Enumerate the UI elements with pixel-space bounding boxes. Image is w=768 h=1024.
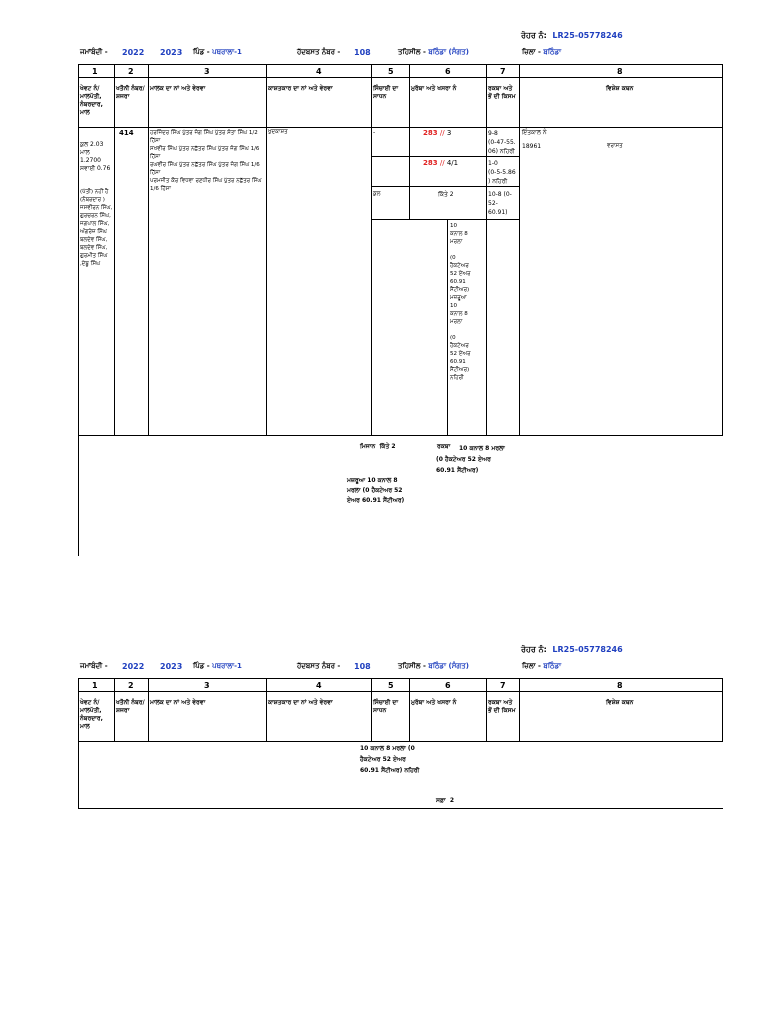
p2-total-area: 10 ਕਨਾਲ 8 ਮਰਲਾ (0 ਹੈਕਟੇਅਰ 52 ਏਅਰ 60.91 ਸੈਂਟੀਅਰ) ਨਹਿਰੀ xyxy=(360,745,420,774)
owner-entry: ਰਘਵੀਰ ਸਿੰਘ ਪੁੱਤਰ ਨਛੱਤਰ ਸਿੰਘ ਪੁੱਤਰ ਜੰਗ ਸਿੰਘ 1/6 ਹਿੱਸਾ xyxy=(150,162,260,176)
col-header-khatauni: ਖਤੌਨੀ ਨੰਬਰ/ ਸ਼ਜਰਾ xyxy=(116,85,145,100)
khasra-summary: 10 ਕਨਾਲ 8 ਮਰਲਾ (0 ਹੈਕਟੇਅਰ 52 ਏਅਰ 60.91 ਸੈਂਟੀਅਰ) ਮਜ਼ਰੂਆ 10 ਕਨਾਲ 8 ਮਰਲਾ (0 ਹੈਕਟੇਅਰ 52 ਏਅਰ 60.91 ਸੈਂਟੀਅਰ) ਨਹਿਰੀ xyxy=(450,223,471,381)
remarks-type: ਵਰਾਸਤ xyxy=(607,143,623,149)
area-entry-1: 9-8 (0-47-55. 06) ਨਹਿਰੀ xyxy=(488,130,516,155)
year-to-p2: 2023 xyxy=(160,662,183,671)
year-from-p2: 2022 xyxy=(122,662,145,671)
district-label-p2: ਜ਼ਿਲਾ - ਬਠਿੰਡਾ xyxy=(522,662,562,670)
cultivator-name: ਖੁਦਕਾਸ਼ਤ xyxy=(268,129,288,135)
p2-col-header-khasra: ਮੁਰੱਬਾ ਅਤੇ ਖਸਰਾ ਨੰ xyxy=(411,699,457,706)
village-label-p2: ਪਿੰਡ - ਪਥਰਾਲਾ-1 xyxy=(193,662,242,670)
col-num-4: 4 xyxy=(316,67,322,76)
p2-col-num-3: 3 xyxy=(204,681,210,690)
p2-col-num-7: 7 xyxy=(500,681,506,690)
hadbast-label: ਹੱਦਬਸਤ ਨੰਬਰ - xyxy=(297,48,341,56)
col-header-owner: ਮਾਲਕ ਦਾ ਨਾਂ ਅਤੇ ਵੇਰਵਾ xyxy=(150,85,206,92)
p2-col-num-2: 2 xyxy=(128,681,134,690)
killa-total: ਕਿੱਤੇ 2 xyxy=(438,191,454,198)
khasra-entry-2: 283 // 4/1 xyxy=(423,159,459,167)
hadbast-label-p2: ਹੱਦਬਸਤ ਨੰਬਰ - xyxy=(297,662,341,670)
col-header-area: ਰਕਬਾ ਅਤੇ ਭੋਂ ਦੀ ਕਿਸਮ xyxy=(488,85,516,100)
rakba-label: ਰਕਬਾ xyxy=(437,443,451,450)
khewat-numberdar: (ਪੱਤੀ) ਨਹੀਂ ਹੈ (ਨੰਬਰਦਾਰ ) ਜਸਵੀਰਨ ਸਿੰਘ, ਗੁਰਚਰਨ ਸਿੰਘ, ਜਗਪਾਲ ਸਿੰਘ, ਅੰਗਰੇਜ਼ ਸਿੰਘ ਬਲਦੇਵ ਸਿੰਘ, ਬਲਦੇਵ ਸਿੰਘ, ਗੁਰਮੀਤ ਸਿੰਘ ,ਦੇਬੂ ਸਿੰਘ xyxy=(80,189,113,267)
col-num-3: 3 xyxy=(204,67,210,76)
col-header-cultivator: ਕਾਸ਼ਤਕਾਰ ਦਾ ਨਾਂ ਅਤੇ ਵੇਰਵਾ xyxy=(268,85,333,92)
receipt-number-p2: ਰੋਹਰ ਨੰ: LR25-05778246 xyxy=(521,645,623,654)
remarks-label: ਇੰਤਕਾਲ ਨੰ xyxy=(522,129,547,136)
remarks-number: 18961 xyxy=(522,143,542,150)
rakba-total: 10 ਕਨਾਲ 8 ਮਰਲਾ xyxy=(459,445,505,452)
page-number: ਸਫ਼ਾ 2 xyxy=(436,797,455,804)
col-num-8: 8 xyxy=(617,67,623,76)
jamabandi-label: ਜਮਾਂਬੰਦੀ - xyxy=(80,48,108,56)
mazrua-total: ਮਜ਼ਰੂਆ 10 ਕਨਾਲ 8 ਮਰਲਾ (0 ਹੈਕਟੇਅਰ 52 ਏਅਰ 60.91 ਸੈਂਟੀਅਰ) xyxy=(347,477,405,504)
irrigation-total: ਕੁਲ xyxy=(373,191,381,197)
khewat-shares: ਕੁਲ 2.03 ਮਾਲ 1.2700 ਸਵਾਈ 0.76 xyxy=(80,141,111,172)
p2-col-num-1: 1 xyxy=(92,681,98,690)
p2-col-num-5: 5 xyxy=(388,681,394,690)
area-entry-2: 1-0 (0-5-5.86 ) ਨਹਿਰੀ xyxy=(488,160,516,185)
owner-entry: ਪਰਮਜੀਤ ਕੌਰ ਵਿਧਵਾ ਰਣਧੀਰ ਸਿੰਘ ਪੁੱਤਰ ਨਛੱਤਰ ਸਿੰਘ 1/6 ਹਿੱਸਾ xyxy=(150,178,262,192)
col-num-1: 1 xyxy=(92,67,98,76)
col-num-2: 2 xyxy=(128,67,134,76)
col-header-remarks: ਵਿਸ਼ੇਸ਼ ਕਥਨ xyxy=(606,85,634,92)
owner-list xyxy=(150,129,264,193)
area-total: 10-8 (0- 52- 60.91) xyxy=(488,191,512,216)
p2-col-header-irrigation: ਸਿੰਚਾਈ ਦਾ ਸਾਧਨ xyxy=(373,699,399,714)
col-num-6: 6 xyxy=(445,67,451,76)
tehsil-label: ਤਹਿਸੀਲ - ਬਠਿੰਡਾ (ਸੰਗਤ) xyxy=(398,48,469,56)
p2-col-header-area: ਰਕਬਾ ਅਤੇ ਭੋਂ ਦੀ ਕਿਸਮ xyxy=(488,699,516,714)
p2-col-num-8: 8 xyxy=(617,681,623,690)
col-header-khasra: ਮੁਰੱਬਾ ਅਤੇ ਖਸਰਾ ਨੰ xyxy=(411,85,457,92)
irrigation-dash: - xyxy=(373,129,376,136)
year-from: 2022 xyxy=(122,48,145,57)
col-num-5: 5 xyxy=(388,67,394,76)
khatauni-number: 414 xyxy=(119,129,134,137)
p2-col-num-4: 4 xyxy=(316,681,322,690)
p2-col-header-remarks: ਵਿਸ਼ੇਸ਼ ਕਥਨ xyxy=(606,699,634,706)
khasra-entry-1: 283 // 3 xyxy=(423,129,452,137)
miza-total: ਮਿਜਾਨ ਕਿੱਤੇ 2 xyxy=(360,443,396,450)
p2-col-header-cultivator: ਕਾਸ਼ਤਕਾਰ ਦਾ ਨਾਂ ਅਤੇ ਵੇਰਵਾ xyxy=(268,699,333,706)
col-num-7: 7 xyxy=(500,67,506,76)
owner-entry: ਹਰਜਿੰਦਰ ਸਿੰਘ ਪੁੱਤਰ ਜੰਗ ਸਿੰਘ ਪੁੱਤਰ ਸੰਤਾ ਸਿੰਘ 1/2 ਹਿੱਸਾ xyxy=(150,130,258,144)
rakba-total-cont: (0 ਹੈਕਟੇਅਰ 52 ਏਅਰ 60.91 ਸੈਂਟੀਅਰ) xyxy=(436,456,491,474)
col-header-khewat: ਖੇਵਟ ਨੰ/ ਮਾਲਪੱਤੀ, ਨੰਬਰਦਾਰ, ਮਾਲ xyxy=(80,85,103,116)
owner-entry: ਸਖਵੀਰ ਸਿੰਘ ਪੁੱਤਰ ਨਛੱਤਰ ਸਿੰਘ ਪੁੱਤਰ ਜੰਗ ਸਿੰਘ 1/6 ਹਿੱਸਾ xyxy=(150,146,260,160)
p2-col-num-6: 6 xyxy=(445,681,451,690)
receipt-number: ਰੋਹਰ ਨੰ: LR25-05778246 xyxy=(521,31,623,40)
hadbast-number-p2: 108 xyxy=(354,662,371,671)
tehsil-label-p2: ਤਹਿਸੀਲ - ਬਠਿੰਡਾ (ਸੰਗਤ) xyxy=(398,662,469,670)
year-to: 2023 xyxy=(160,48,183,57)
hadbast-number: 108 xyxy=(354,48,371,57)
district-label: ਜ਼ਿਲਾ - ਬਠਿੰਡਾ xyxy=(522,48,562,56)
p2-col-header-owner: ਮਾਲਕ ਦਾ ਨਾਂ ਅਤੇ ਵੇਰਵਾ xyxy=(150,699,206,706)
p2-col-header-khewat: ਖੇਵਟ ਨੰ/ ਮਾਲਪੱਤੀ, ਨੰਬਰਦਾਰ, ਮਾਲ xyxy=(80,699,103,730)
p2-col-header-khatauni: ਖਤੌਨੀ ਨੰਬਰ/ ਸ਼ਜਰਾ xyxy=(116,699,145,714)
jamabandi-label-p2: ਜਮਾਂਬੰਦੀ - xyxy=(80,662,108,670)
village-label: ਪਿੰਡ - ਪਥਰਾਲਾ-1 xyxy=(193,48,242,56)
col-header-irrigation: ਸਿੰਚਾਈ ਦਾ ਸਾਧਨ xyxy=(373,85,399,100)
